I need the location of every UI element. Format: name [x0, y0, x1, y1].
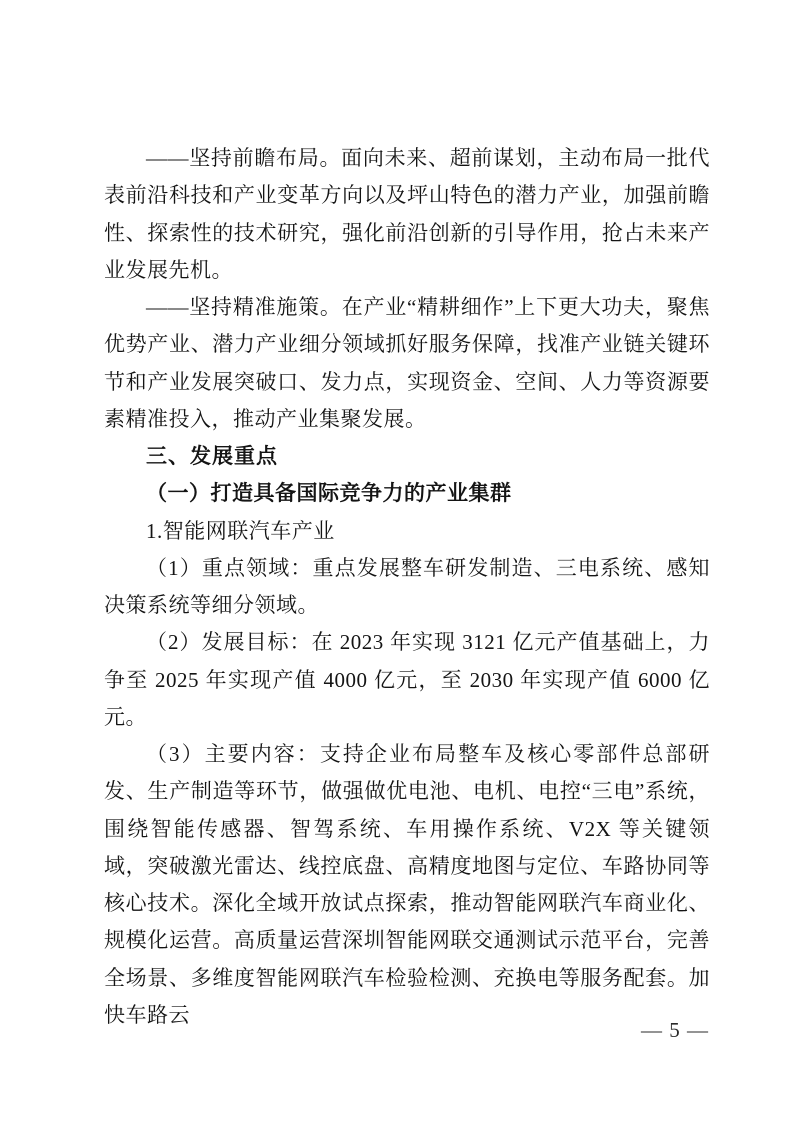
- document-body: [104, 140, 710, 1034]
- paragraph-adhere-precise-policy: ——坚持精准施策。在产业“精耕细作”上下更大功夫，聚焦优势产业、潜力产业细分领域抓好服务保障，找准产业链关键环节和产业发展突破口、发力点，实现资金、空间、人力等资源要素精准投入，推动产业集聚发展。: [104, 295, 710, 431]
- paragraph-main-content: （3）主要内容：支持企业布局整车及核心零部件总部研发、生产制造等环节，做强做优电池、电机、电控“三电”系统，围绕智能传感器、智驾系统、车用操作系统、V2X 等关键领域，突破激光雷达、线控底盘、高精度地图与定位、车路协同等核心技术。深化全域开放试点探索，推动智能网联汽车商业化、规模化运营。高质量运营深圳智能网联交通测试示范平台，完善全场景、多维度智能网联汽车检验检测、充换电等服务配套。加快车路云: [104, 742, 710, 1027]
- page-number: — 5 —: [641, 1018, 709, 1042]
- paragraph-development-goals: （2）发展目标：在 2023 年实现 3121 亿元产值基础上，力争至 2025 年实现产值 4000 亿元，至 2030 年实现产值 6000 亿元。: [104, 630, 710, 729]
- heading-subsection-industry-clusters: （一）打造具备国际竞争力的产业集群: [146, 481, 512, 506]
- paragraph-adhere-forward-looking-layout: ——坚持前瞻布局。面向未来、超前谋划，主动布局一批代表前沿科技和产业变革方向以及坪山特色的潜力产业，加强前瞻性、探索性的技术研究，强化前沿创新的引导作用，抢占未来产业发展先机。: [104, 146, 710, 282]
- paragraph-key-areas: （1）重点领域：重点发展整车研发制造、三电系统、感知决策系统等细分领域。: [104, 555, 710, 617]
- heading-section-development-priorities: 三、发展重点: [146, 445, 278, 468]
- heading-item-intelligent-connected-vehicle-industry: 1.智能网联汽车产业: [146, 518, 335, 543]
